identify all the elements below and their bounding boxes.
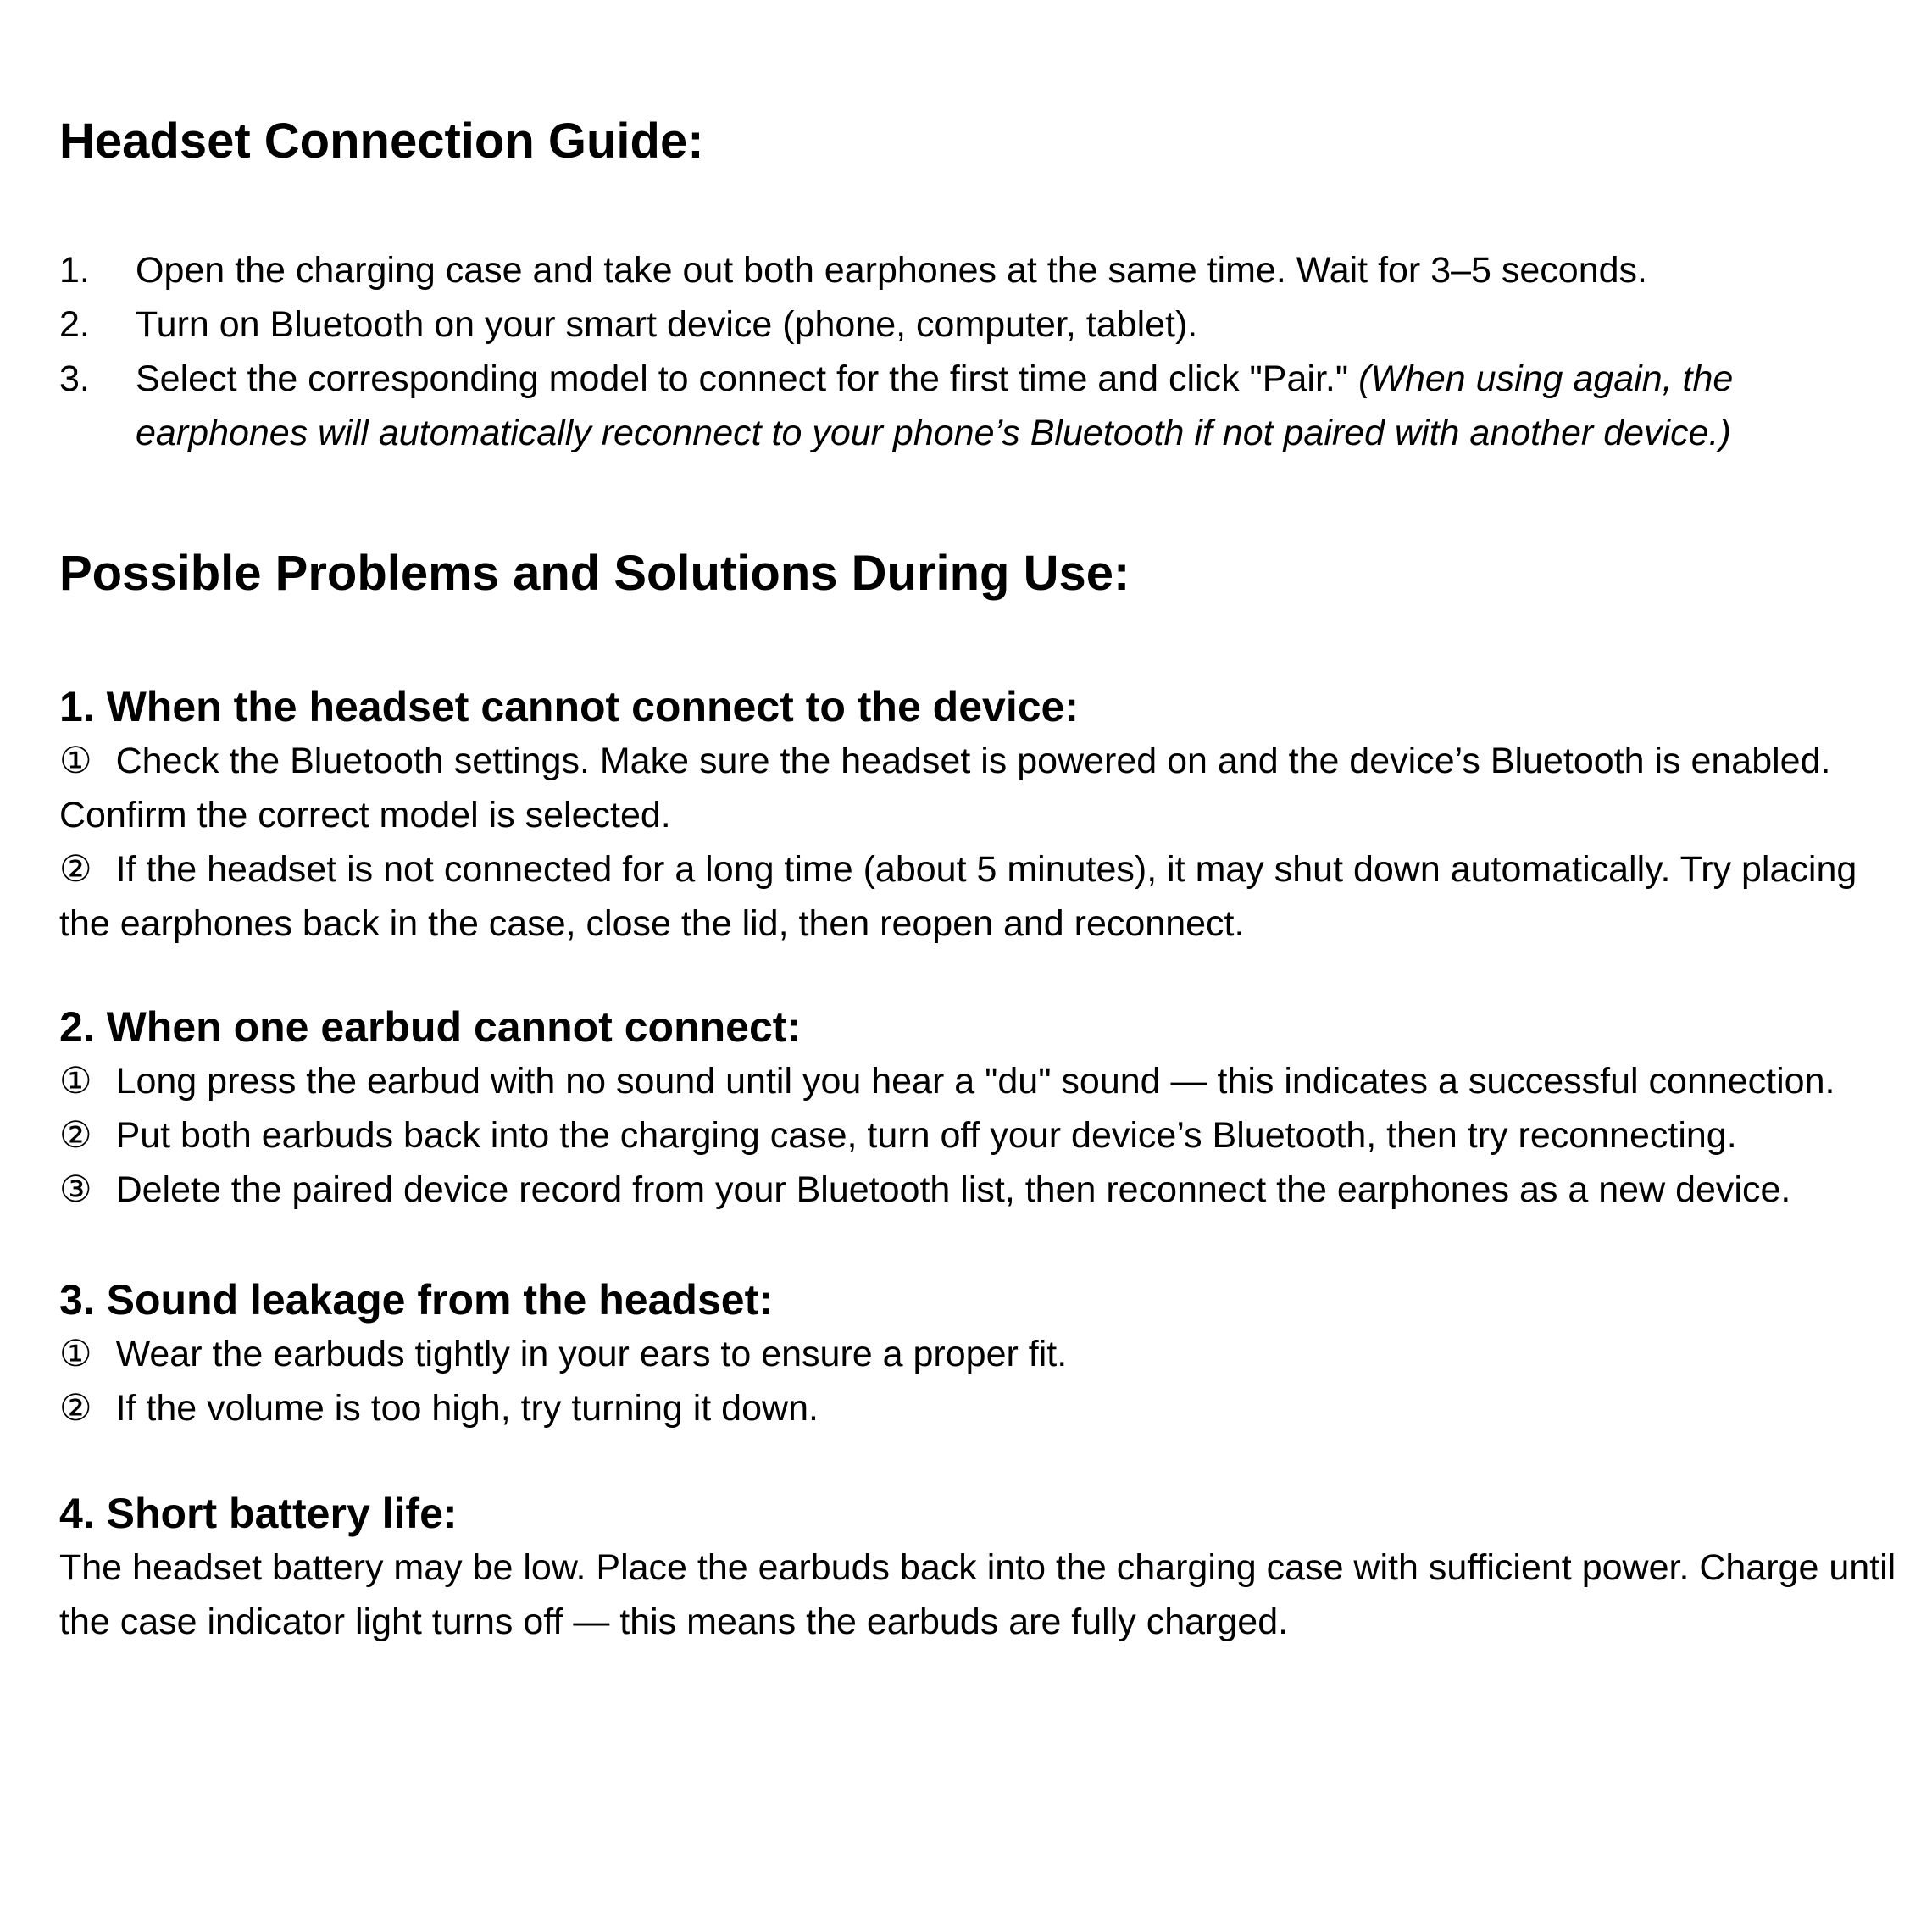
circled-number-marker: ③	[59, 1169, 92, 1210]
list-item	[59, 352, 1900, 460]
list-item-text: Open the charging case and take out both earphones at the same time. Wait for 3–5 seconds.	[136, 250, 1647, 291]
circled-number-marker: ①	[59, 1061, 92, 1102]
problems-heading: Possible Problems and Solutions During Use:	[59, 546, 1130, 601]
connection-steps-list	[59, 243, 1900, 460]
list-item-text	[136, 352, 1900, 460]
problem-section-3	[59, 1273, 1900, 1435]
solution-item	[59, 1327, 1900, 1381]
list-item-number: 2.	[59, 304, 90, 345]
list-item	[59, 297, 1900, 352]
problem-section-4	[59, 1486, 1900, 1649]
list-item-italic-note: (When using again, the earphones will automatically reconnect to your phone’s Bluetooth if not paired with another device.)	[136, 358, 1734, 453]
solution-text: If the volume is too high, try turning it down.	[115, 1388, 819, 1429]
circled-number-marker: ①	[59, 1334, 92, 1374]
solution-text: The headset battery may be low. Place the earbuds back into the charging case with sufficient power. Charge until the case indicator light turns off — this means the earbuds are fully charged.	[59, 1547, 1896, 1642]
circled-number-marker: ②	[59, 1388, 92, 1429]
section-heading: 4. Short battery life:	[59, 1490, 458, 1537]
list-item-text: Turn on Bluetooth on your smart device (phone, computer, tablet).	[136, 304, 1198, 345]
circled-number-marker: ①	[59, 741, 92, 781]
solution-item	[59, 1163, 1900, 1217]
problem-section-2	[59, 1000, 1900, 1217]
list-item-number: 3.	[59, 358, 90, 399]
solution-text: Check the Bluetooth settings. Make sure the headset is powered on and the device’s Bluetooth is enabled. Confirm the correct model is selected.	[59, 741, 1831, 836]
circled-number-marker: ②	[59, 1115, 92, 1156]
solution-text: If the headset is not connected for a long time (about 5 minutes), it may shut down automatically. Try placing the earphones back in the case, close the lid, then reopen and reconnect.	[59, 849, 1857, 944]
section-heading: 2. When one earbud cannot connect:	[59, 1003, 802, 1051]
solution-item	[59, 842, 1900, 951]
solution-text: Long press the earbud with no sound until you hear a "du" sound — this indicates a successful connection.	[115, 1061, 1835, 1102]
solution-item	[59, 1054, 1900, 1108]
solution-item	[59, 734, 1900, 842]
solution-item	[59, 1381, 1900, 1435]
circled-number-marker: ②	[59, 849, 92, 890]
list-item-number: 1.	[59, 250, 90, 291]
solution-text: Delete the paired device record from your Bluetooth list, then reconnect the earphones as a new device.	[115, 1169, 1791, 1210]
solution-item	[59, 1108, 1900, 1163]
solution-text: Put both earbuds back into the charging case, turn off your device’s Bluetooth, then try reconnecting.	[115, 1115, 1737, 1156]
section-heading: 1. When the headset cannot connect to the device:	[59, 683, 1079, 730]
list-item-main-text: Select the corresponding model to connect for the first time and click "Pair."	[136, 358, 1349, 399]
section-heading: 3. Sound leakage from the headset:	[59, 1276, 773, 1324]
list-item	[59, 243, 1900, 297]
problem-section-1	[59, 680, 1900, 951]
solution-item	[59, 1541, 1900, 1649]
solution-text: Wear the earbuds tightly in your ears to ensure a proper fit.	[115, 1334, 1068, 1374]
page-title: Headset Connection Guide:	[59, 114, 704, 169]
